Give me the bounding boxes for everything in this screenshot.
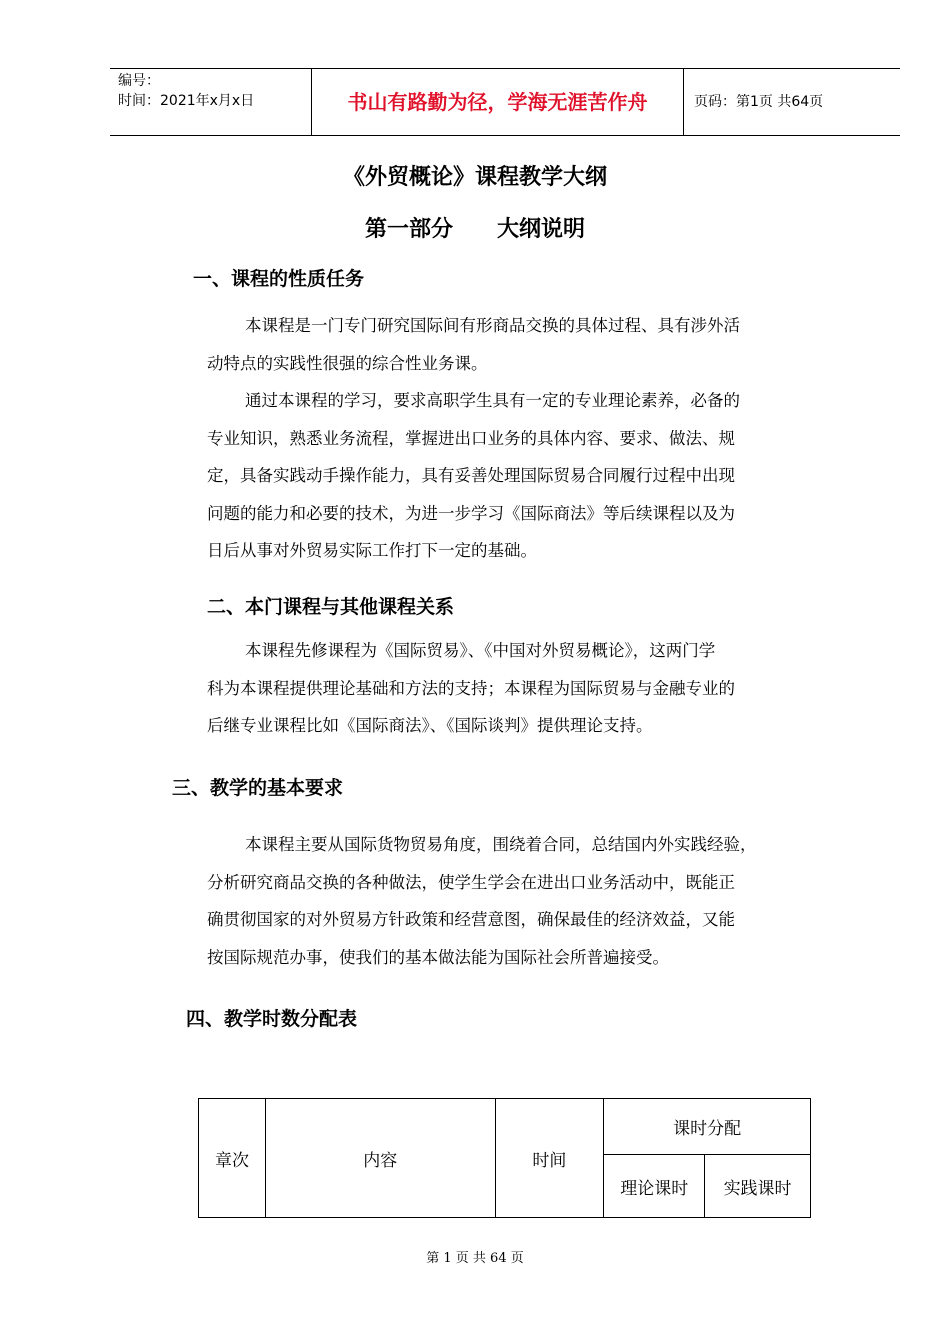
hours-table xyxy=(198,1098,811,1218)
table-header-chapter: 章次 xyxy=(199,1099,266,1218)
document-title: 《外贸概论》课程教学大纲 xyxy=(342,164,607,190)
text-line: 本课程是一门专门研究国际间有形商品交换的具体过程、具有涉外活 xyxy=(245,316,740,335)
text-line: 分析研究商品交换的各种做法，使学生学会在进出口业务活动中，既能正 xyxy=(207,872,735,892)
section-body xyxy=(207,307,837,570)
table-header-hours: 课时分配 xyxy=(604,1099,811,1155)
text-line: 通过本课程的学习，要求高职学生具有一定的专业理论素养，必备的 xyxy=(245,391,740,410)
text-line: 问题的能力和必要的技术，为进一步学习《国际商法》等后续课程以及为 xyxy=(207,503,735,523)
number-label: 编号： xyxy=(118,73,160,89)
page-header xyxy=(110,68,900,136)
table-header-content: 内容 xyxy=(265,1099,495,1218)
part-name: 大纲说明 xyxy=(497,216,586,242)
part-title xyxy=(0,212,950,243)
text-line: 科为本课程提供理论基础和方法的支持；本课程为国际贸易与金融专业的 xyxy=(207,678,735,698)
section-heading: 三、教学的基本要求 xyxy=(172,777,344,799)
page-footer: 第 1 页 共 64 页 xyxy=(426,1251,524,1266)
table-header-time: 时间 xyxy=(495,1099,604,1218)
header-meta xyxy=(110,69,312,135)
text-line: 动特点的实践性很强的综合性业务课。 xyxy=(207,353,488,373)
section-heading: 二、本门课程与其他课程关系 xyxy=(207,596,455,618)
text-line: 本课程主要从国际货物贸易角度，围绕着合同，总结国内外实践经验， xyxy=(245,835,757,854)
text-line: 本课程先修课程为《国际贸易》、《中国对外贸易概论》，这两门学 xyxy=(245,641,716,660)
section-heading: 四、教学时数分配表 xyxy=(186,1008,358,1030)
part-label: 第一部分 xyxy=(364,216,453,242)
text-line: 后继专业课程比如《国际商法》、《国际谈判》提供理论支持。 xyxy=(207,716,653,735)
time-label: 时间：2021年x月x日 xyxy=(118,93,255,109)
text-line: 日后从事对外贸易实际工作打下一定的基础。 xyxy=(207,541,537,560)
page-info: 页码：第1页 共64页 xyxy=(694,94,824,110)
table-header-practice: 实践课时 xyxy=(705,1155,811,1218)
table-row xyxy=(199,1099,811,1155)
section-heading: 一、课程的性质任务 xyxy=(193,268,365,290)
text-line: 专业知识，熟悉业务流程，掌握进出口业务的具体内容、要求、做法、规 xyxy=(207,428,735,448)
section-body xyxy=(207,826,837,976)
text-line: 按国际规范办事，使我们的基本做法能为国际社会所普遍接受。 xyxy=(207,947,669,967)
motto: 书山有路勤为径，学海无涯苦作舟 xyxy=(312,69,684,135)
text-line: 确贯彻国家的对外贸易方针政策和经营意图，确保最佳的经济效益，又能 xyxy=(207,910,735,929)
text-line: 定，具备实践动手操作能力，具有妥善处理国际贸易合同履行过程中出现 xyxy=(207,466,735,485)
section-body xyxy=(207,632,837,745)
table-header-theory: 理论课时 xyxy=(604,1155,705,1218)
